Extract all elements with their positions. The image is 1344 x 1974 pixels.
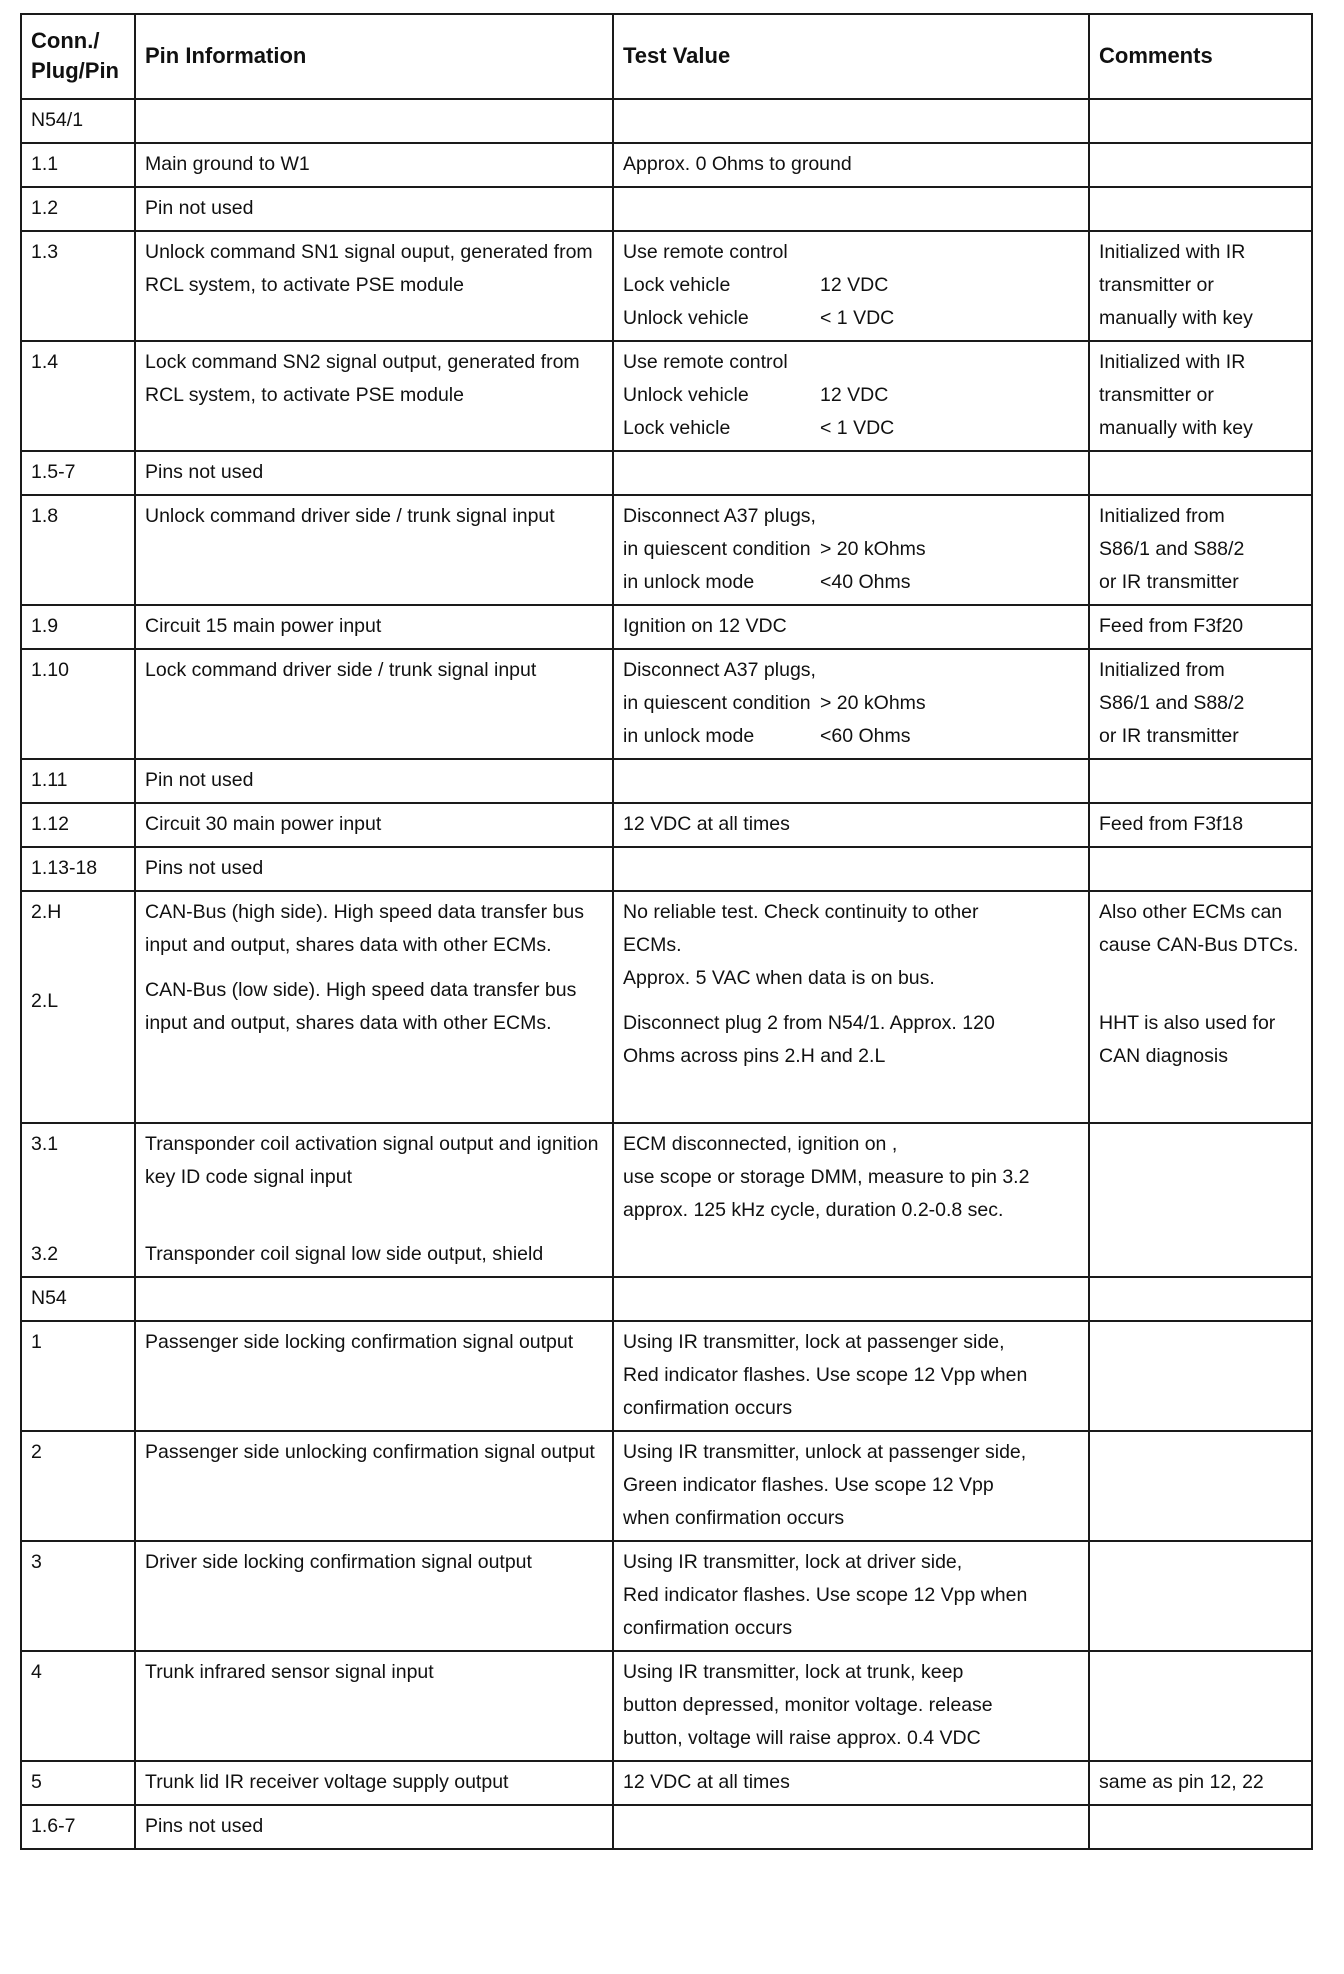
test-reading: 12 VDC [820,384,889,406]
test-line: Disconnect plug 2 from N54/1. Approx. 120 [623,1012,995,1034]
pin-3-1: 3.1 [31,1133,59,1155]
test-key-value [623,302,1080,335]
cell-comments [1089,1651,1312,1761]
cell-comments [1089,605,1312,649]
cell-pin-information [135,891,613,1123]
cell-comments [1089,1805,1312,1849]
test-line: Using IR transmitter, lock at driver side, [623,1551,963,1573]
cell-test-value [613,99,1089,143]
table-row-transponder [21,1123,1312,1277]
table-row [21,1277,1312,1321]
cell-test-value [613,341,1089,451]
cell-test-value [613,143,1089,187]
cell-pin: 1.13-18 [21,847,135,891]
cell-pin-information: Pins not used [135,847,613,891]
cell-pin: 1.9 [21,605,135,649]
test-key-value [623,687,1080,720]
test-condition: in quiescent condition [623,692,811,714]
test-line: No reliable test. Check continuity to other [623,901,979,923]
table-row [21,803,1312,847]
comment-line: cause CAN-Bus DTCs. [1099,934,1299,956]
test-line: Disconnect A37 plugs, [623,659,816,681]
cell-comments [1089,759,1312,803]
comment-line: same as pin 12, 22 [1099,1771,1264,1793]
test-reading: <40 Ohms [820,571,911,593]
cell-pin: 1.2 [21,187,135,231]
test-key-value [623,269,1080,302]
cell-test-value [613,451,1089,495]
test-condition: in unlock mode [623,725,755,747]
cell-pin [21,891,135,1123]
comment-line: Initialized from [1099,659,1225,681]
table-row [21,143,1312,187]
cell-pin-information: Lock command SN2 signal output, generated from RCL system, to activate PSE module [135,341,613,451]
test-line: Green indicator flashes. Use scope 12 Vpp [623,1474,994,1496]
test-line: button depressed, monitor voltage. release [623,1694,993,1716]
comment-line: Also other ECMs can [1099,901,1283,923]
cell-comments [1089,649,1312,759]
cell-test-value [613,1541,1089,1651]
cell-comments [1089,1321,1312,1431]
pin-2l: 2.L [31,990,59,1012]
cell-pin: 1.5-7 [21,451,135,495]
header-conn-line1: Conn./ [31,28,100,53]
table-row [21,1805,1312,1849]
cell-comments [1089,1277,1312,1321]
comment-line: S86/1 and S88/2 [1099,538,1245,560]
info-2h: CAN-Bus (high side). High speed data transfer bus input and output, shares data with other ECMs. [145,901,584,956]
test-condition: in quiescent condition [623,538,811,560]
cell-comments [1089,495,1312,605]
cell-comments [1089,1761,1312,1805]
test-line: approx. 125 kHz cycle, duration 0.2-0.8 sec. [623,1199,1004,1221]
table-row [21,759,1312,803]
table-row-can-bus [21,891,1312,1123]
header-pin-information: Pin Information [135,14,613,99]
test-line: Use remote control [623,351,788,373]
cell-pin: 2 [21,1431,135,1541]
test-reading: <60 Ohms [820,725,911,747]
cell-pin-information: Main ground to W1 [135,143,613,187]
cell-test-value [613,605,1089,649]
cell-test-value [613,1123,1089,1277]
test-line: button, voltage will raise approx. 0.4 VDC [623,1727,981,1749]
pin-2h: 2.H [31,901,62,923]
comment-line: Feed from F3f20 [1099,615,1244,637]
info-3-1: Transponder coil activation signal output and ignition key ID code signal input [145,1133,599,1188]
test-key-value [623,533,1080,566]
header-conn-line2: Plug/Pin [31,58,119,83]
cell-pin-information: Pin not used [135,187,613,231]
test-line: Approx. 0 Ohms to ground [623,153,852,175]
test-line: 12 VDC at all times [623,813,790,835]
header-conn-plug-pin [21,14,135,99]
test-line: Using IR transmitter, lock at passenger side, [623,1331,1005,1353]
cell-pin-information: Passenger side locking confirmation signal output [135,1321,613,1431]
test-reading: < 1 VDC [820,417,895,439]
test-reading: < 1 VDC [820,307,895,329]
cell-pin: N54 [21,1277,135,1321]
comment-line: Feed from F3f18 [1099,813,1244,835]
cell-pin: 4 [21,1651,135,1761]
cell-pin-information: Pins not used [135,451,613,495]
test-condition: Unlock vehicle [623,384,749,406]
comment-line: transmitter or [1099,384,1214,406]
test-line: ECMs. [623,934,682,956]
test-condition: Lock vehicle [623,274,731,296]
table-row [21,1761,1312,1805]
cell-test-value [613,1651,1089,1761]
cell-comments [1089,847,1312,891]
cell-pin: 1.1 [21,143,135,187]
comment-line: or IR transmitter [1099,725,1239,747]
table-row [21,605,1312,649]
cell-test-value [613,187,1089,231]
test-line: Ignition on 12 VDC [623,615,787,637]
table-row [21,1651,1312,1761]
header-test-value: Test Value [613,14,1089,99]
comment-line: Initialized with IR [1099,351,1246,373]
test-line: Disconnect A37 plugs, [623,505,816,527]
pin-3-2: 3.2 [31,1243,59,1265]
test-line: Using IR transmitter, lock at trunk, keep [623,1661,964,1683]
cell-pin: N54/1 [21,99,135,143]
cell-pin-information: Lock command driver side / trunk signal input [135,649,613,759]
comment-line: or IR transmitter [1099,571,1239,593]
test-reading: > 20 kOhms [820,692,926,714]
test-condition: Lock vehicle [623,417,731,439]
info-3-2: Transponder coil signal low side output, shield [145,1243,544,1265]
test-condition: in unlock mode [623,571,755,593]
cell-test-value [613,649,1089,759]
cell-comments [1089,1431,1312,1541]
cell-test-value [613,847,1089,891]
cell-pin: 1 [21,1321,135,1431]
test-key-value [623,720,1080,753]
table-row [21,231,1312,341]
test-reading: > 20 kOhms [820,538,926,560]
table-row [21,847,1312,891]
cell-pin-information: Pins not used [135,1805,613,1849]
table-row [21,341,1312,451]
test-condition: Unlock vehicle [623,307,749,329]
cell-pin: 1.4 [21,341,135,451]
cell-comments [1089,231,1312,341]
cell-pin: 1.8 [21,495,135,605]
cell-pin: 3 [21,1541,135,1651]
cell-pin-information: Trunk infrared sensor signal input [135,1651,613,1761]
cell-pin-information [135,99,613,143]
cell-pin-information: Unlock command SN1 signal ouput, generated from RCL system, to activate PSE module [135,231,613,341]
table-row [21,1541,1312,1651]
comment-line: Initialized from [1099,505,1225,527]
cell-comments [1089,1541,1312,1651]
test-line: ECM disconnected, ignition on , [623,1133,898,1155]
cell-test-value [613,1321,1089,1431]
test-key-value [623,412,1080,445]
test-line: use scope or storage DMM, measure to pin 3.2 [623,1166,1030,1188]
cell-pin: 1.12 [21,803,135,847]
header-comments: Comments [1089,14,1312,99]
table-row [21,1321,1312,1431]
cell-comments [1089,187,1312,231]
table-row [21,99,1312,143]
cell-test-value [613,891,1089,1123]
cell-test-value [613,1761,1089,1805]
cell-comments [1089,1123,1312,1277]
cell-pin [21,1123,135,1277]
cell-pin: 5 [21,1761,135,1805]
test-key-value [623,566,1080,599]
table-row [21,649,1312,759]
comment-line: HHT is also used for [1099,1012,1276,1034]
cell-comments [1089,99,1312,143]
cell-comments [1089,803,1312,847]
comment-line: CAN diagnosis [1099,1045,1228,1067]
cell-pin: 1.6-7 [21,1805,135,1849]
cell-test-value [613,495,1089,605]
comment-line: S86/1 and S88/2 [1099,692,1245,714]
test-line: confirmation occurs [623,1397,793,1419]
table-row [21,451,1312,495]
cell-pin: 1.11 [21,759,135,803]
cell-test-value [613,803,1089,847]
cell-pin-information [135,1277,613,1321]
cell-comments [1089,341,1312,451]
test-line: Ohms across pins 2.H and 2.L [623,1045,886,1067]
test-line: Using IR transmitter, unlock at passenger side, [623,1441,1027,1463]
test-line: when confirmation occurs [623,1507,845,1529]
table-row [21,1431,1312,1541]
cell-pin-information: Circuit 15 main power input [135,605,613,649]
comment-line: transmitter or [1099,274,1214,296]
cell-test-value [613,759,1089,803]
header-row [21,14,1312,99]
cell-pin-information: Pin not used [135,759,613,803]
cell-pin-information: Unlock command driver side / trunk signal input [135,495,613,605]
test-reading: 12 VDC [820,274,889,296]
info-2l: CAN-Bus (low side). High speed data transfer bus input and output, shares data with other ECMs. [145,979,577,1034]
test-key-value [623,379,1080,412]
test-line: confirmation occurs [623,1617,793,1639]
test-line: Approx. 5 VAC when data is on bus. [623,967,935,989]
cell-pin-information [135,1123,613,1277]
test-line: Red indicator flashes. Use scope 12 Vpp when [623,1364,1028,1386]
test-line: 12 VDC at all times [623,1771,790,1793]
cell-test-value [613,1805,1089,1849]
cell-pin-information: Circuit 30 main power input [135,803,613,847]
comment-line: manually with key [1099,417,1253,439]
table-row [21,495,1312,605]
cell-pin: 1.10 [21,649,135,759]
cell-test-value [613,1277,1089,1321]
cell-test-value [613,1431,1089,1541]
test-line: Red indicator flashes. Use scope 12 Vpp when [623,1584,1028,1606]
test-line: Use remote control [623,241,788,263]
cell-comments [1089,891,1312,1123]
cell-pin-information: Trunk lid IR receiver voltage supply output [135,1761,613,1805]
cell-comments [1089,451,1312,495]
pin-information-table [20,13,1313,1850]
cell-pin-information: Passenger side unlocking confirmation signal output [135,1431,613,1541]
comment-line: Initialized with IR [1099,241,1246,263]
cell-comments [1089,143,1312,187]
comment-line: manually with key [1099,307,1253,329]
cell-test-value [613,231,1089,341]
table-row [21,187,1312,231]
cell-pin: 1.3 [21,231,135,341]
cell-pin-information: Driver side locking confirmation signal output [135,1541,613,1651]
